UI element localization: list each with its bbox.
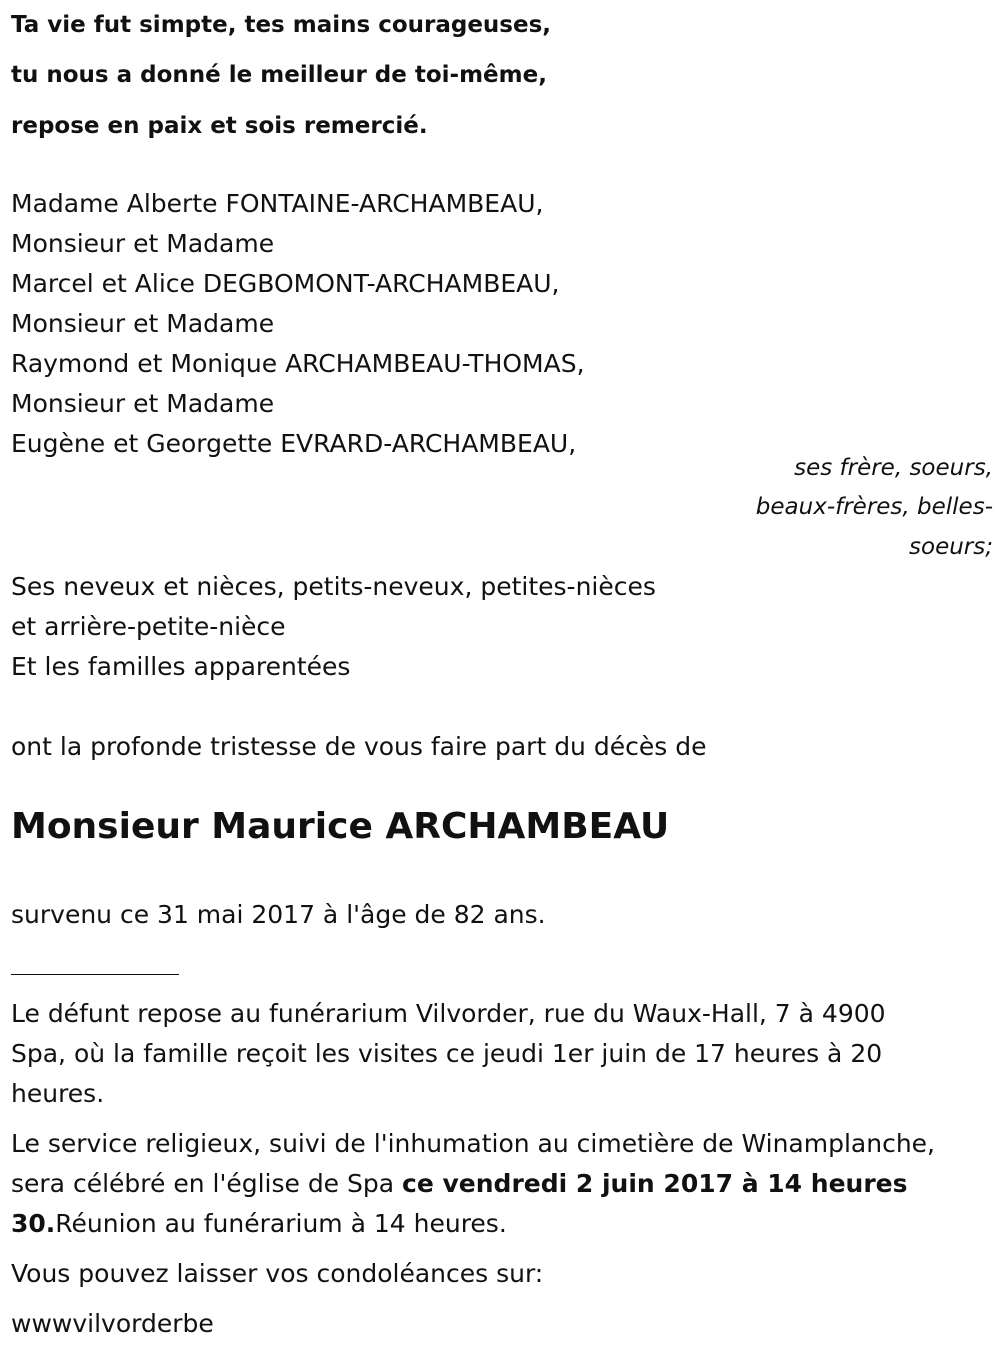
service-line-2 xyxy=(11,1169,908,1198)
separator-rule xyxy=(11,974,179,975)
relatives-line-1: Ses neveux et nièces, petits-neveux, petites-nièces xyxy=(11,572,656,601)
family-line-5: Raymond et Monique ARCHAMBEAU-THOMAS, xyxy=(11,349,585,378)
meeting-info-text: Réunion au funérarium à 14 heures. xyxy=(55,1209,507,1238)
family-line-6: Monsieur et Madame xyxy=(11,389,275,418)
family-line-3: Marcel et Alice DEGBOMONT-ARCHAMBEAU, xyxy=(11,269,560,298)
service-location-text: sera célébré en l'église de Spa xyxy=(11,1169,403,1198)
death-info: survenu ce 31 mai 2017 à l'âge de 82 ans. xyxy=(11,900,546,929)
condolences-label: Vous pouvez laisser vos condoléances sur: xyxy=(11,1259,544,1288)
relation-note-line-3: soeurs; xyxy=(909,534,993,560)
repose-line-2: Spa, où la famille reçoit les visites ce jeudi 1er juin de 17 heures à 20 xyxy=(11,1039,883,1068)
condolences-website-link[interactable]: wwwvilvorderbe xyxy=(11,1309,214,1338)
service-time-minutes: 30. xyxy=(11,1209,56,1238)
relation-note-line-2: beaux-frères, belles- xyxy=(755,494,993,520)
repose-line-1: Le défunt repose au funérarium Vilvorder, rue du Waux-Hall, 7 à 4900 xyxy=(11,999,886,1028)
service-datetime-text: ce vendredi 2 juin 2017 à 14 heures xyxy=(402,1169,908,1198)
poem-line-3: repose en paix et sois remercié. xyxy=(11,113,428,139)
poem-line-2: tu nous a donné le meilleur de toi-même, xyxy=(11,62,547,88)
family-line-1: Madame Alberte FONTAINE-ARCHAMBEAU, xyxy=(11,189,544,218)
service-line-3 xyxy=(11,1209,507,1238)
relation-note-line-1: ses frère, soeurs, xyxy=(794,455,993,481)
announcement-text: ont la profonde tristesse de vous faire part du décès de xyxy=(11,732,707,761)
family-line-4: Monsieur et Madame xyxy=(11,309,275,338)
relatives-line-2: et arrière-petite-nièce xyxy=(11,612,286,641)
family-line-2: Monsieur et Madame xyxy=(11,229,275,258)
family-line-7: Eugène et Georgette EVRARD-ARCHAMBEAU, xyxy=(11,429,577,458)
service-line-1: Le service religieux, suivi de l'inhumation au cimetière de Winamplanche, xyxy=(11,1129,935,1158)
repose-line-3: heures. xyxy=(11,1079,105,1108)
relatives-line-3: Et les familles apparentées xyxy=(11,652,351,681)
deceased-name: Monsieur Maurice ARCHAMBEAU xyxy=(11,806,670,847)
poem-line-1: Ta vie fut simpte, tes mains courageuses, xyxy=(11,12,552,38)
